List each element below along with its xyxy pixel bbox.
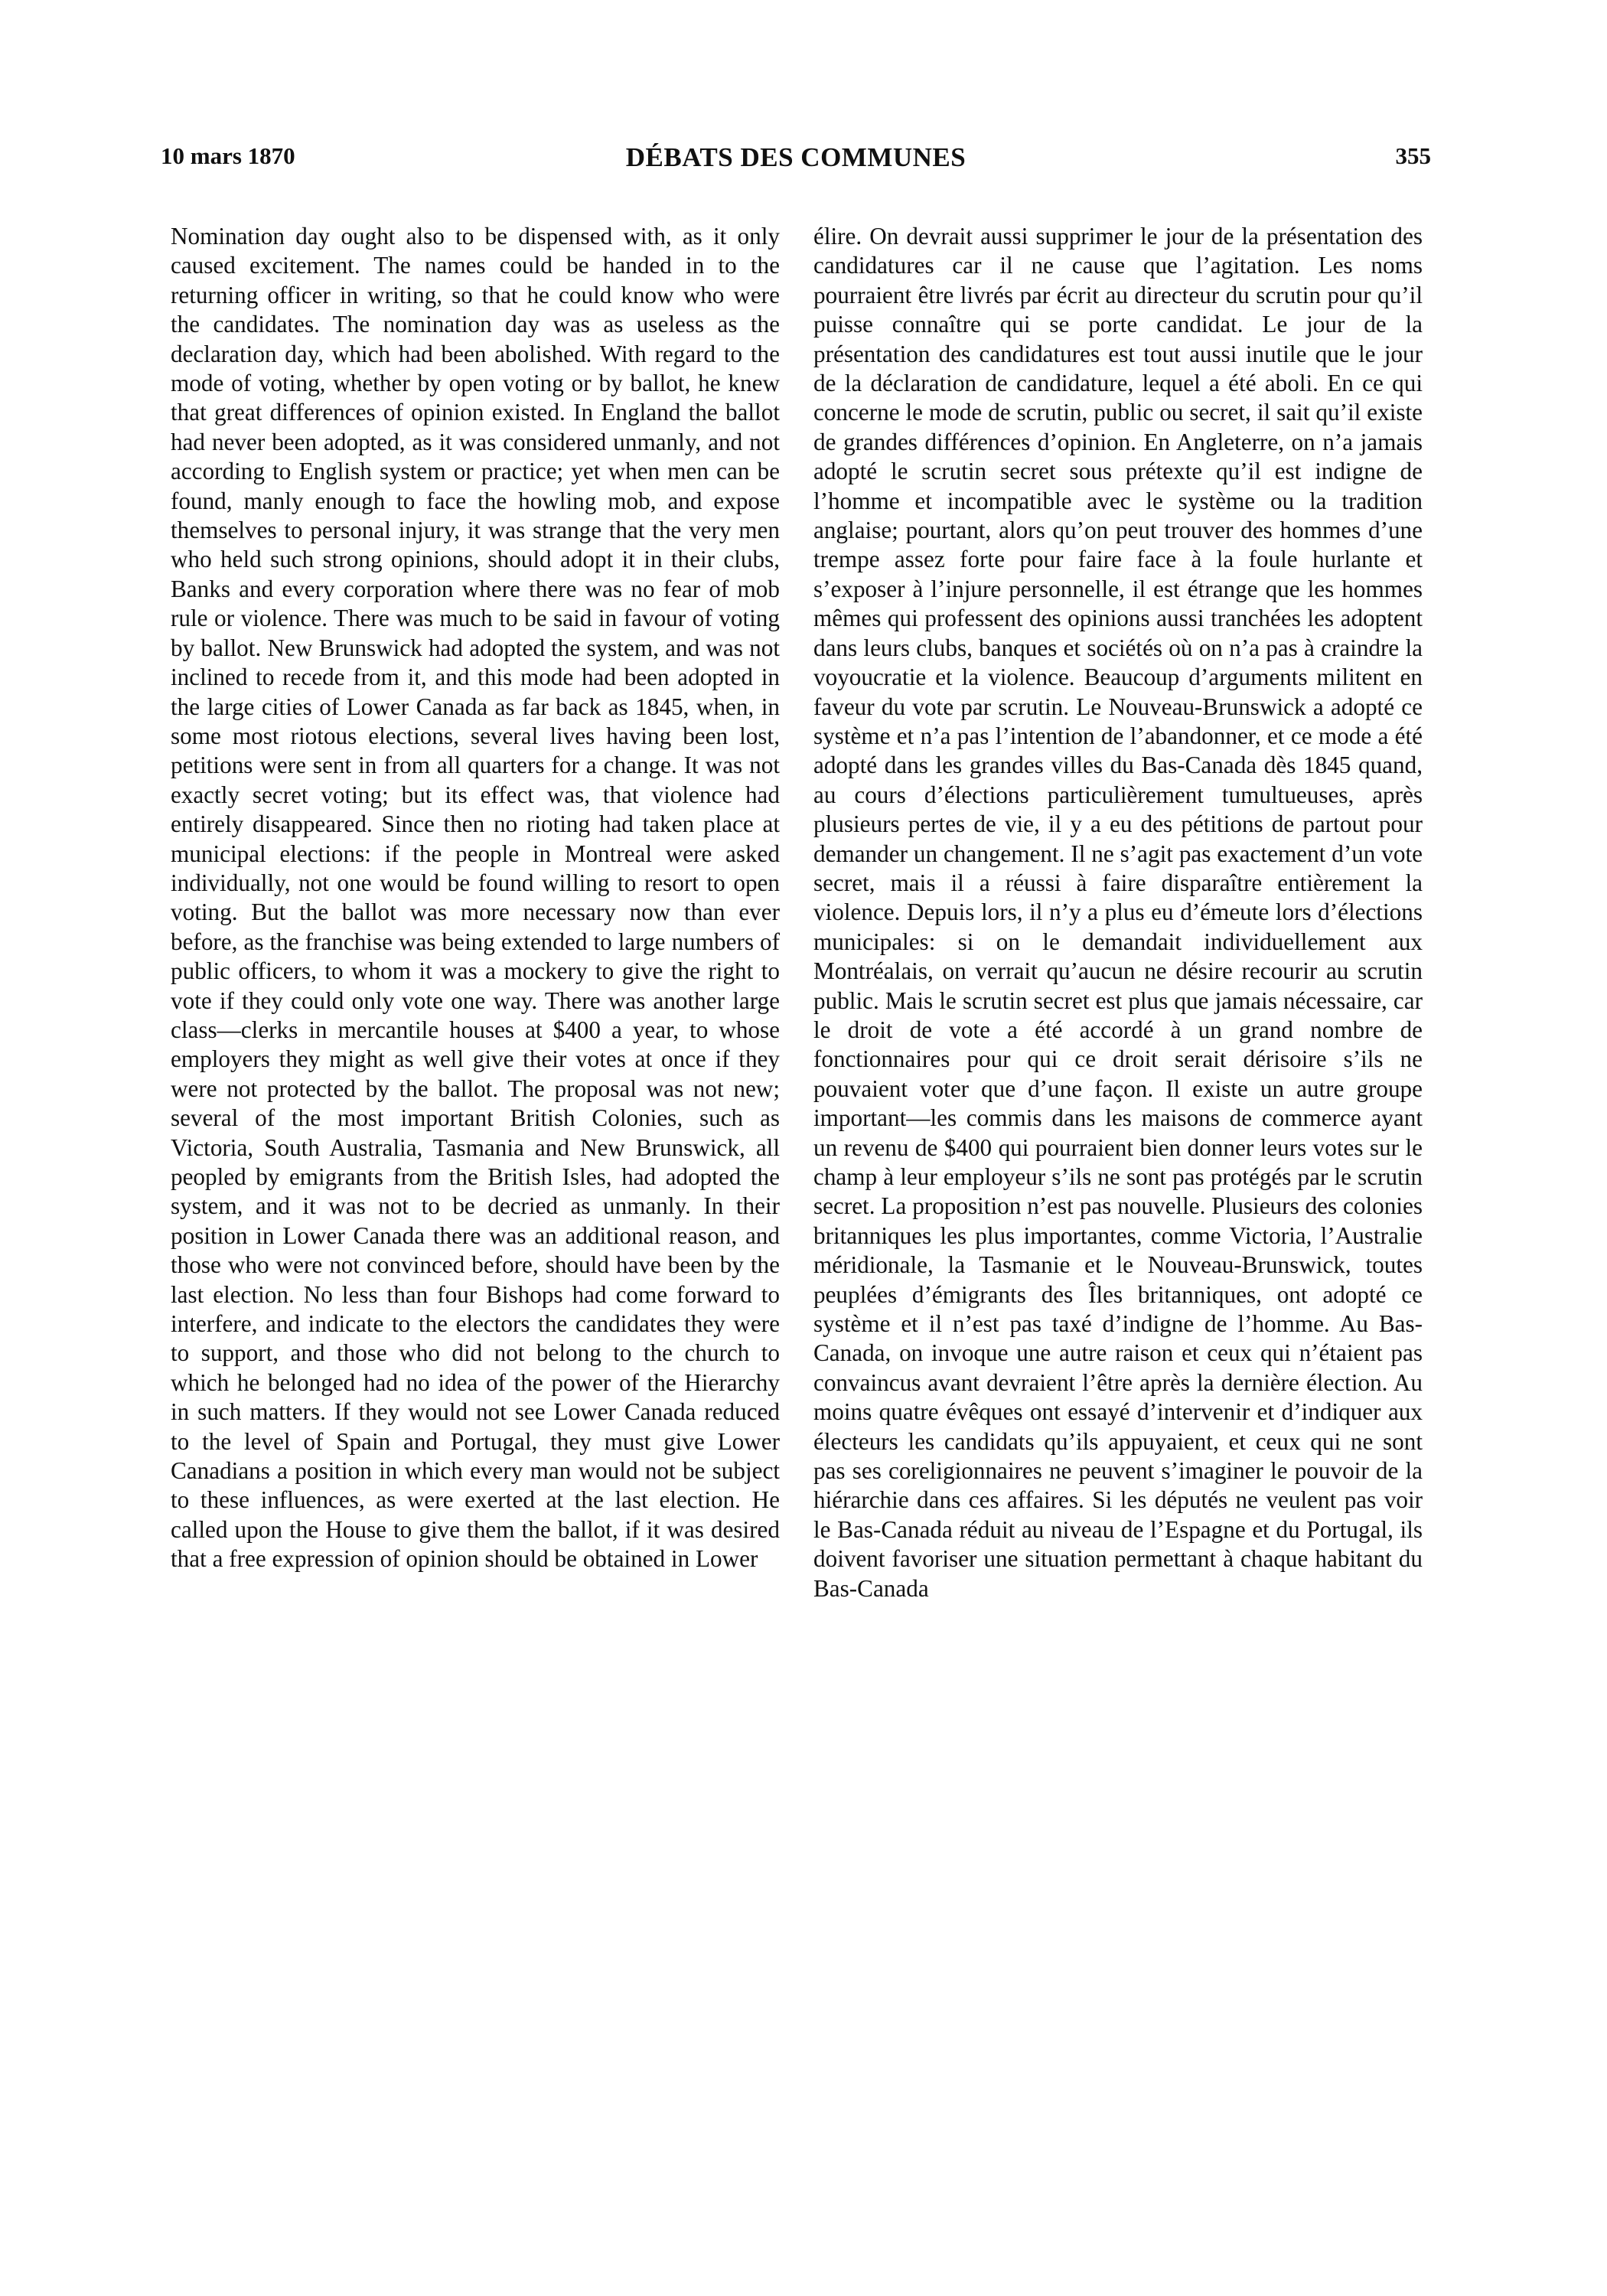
header-date: 10 mars 1870 [161,142,295,169]
english-text: Nomination day ought also to be dispensed with, as it only caused excitement. The names could be handed in to the returning officer in writing, so that he could know who were the candidates. The nomination day was as useless as the declaration day, which had been abolished. With regard to the mode of voting, whether by open voting or by ballot, he knew that great differences of opinion existed. In England the ballot had never been adopted, as it was considered unmanly, and not according to English system or practice; yet when men can be found, manly enough to face the howling mob, and expose themselves to personal injury, it was strange that the very men who held such strong opinions, should adopt it in their clubs, Banks and every corporation where there was no fear of mob rule or violence. There was much to be said in favour of voting by ballot. New Brunswick had adopted the system, and was not inclined to recede from it, and this mode had been adopted in the large cities of Lower Canada as far back as 1845, when, in some most riotous elections, several lives having been lost, petitions were sent in from all quarters for a change. It was not exactly secret voting; but its effect was, that violence had entirely disappeared. Since then no rioting had taken place at municipal elections: if the people in Montreal were asked individually, not one would be found willing to resort to open voting. But the ballot was more necessary now than ever before, as the franchise was being extended to large numbers of public officers, to whom it was a mockery to give the right to vote if they could only vote one way. There was another large class—clerks in mercantile houses at $400 a year, to whose employers they might as well give their votes at once if they were not protected by the ballot. The proposal was not new; several of the most important British Colonies, such as Victoria, South Australia, Tasmania and New Brunswick, all peopled by emigrants from the British Isles, had adopted the system, and it was not to be decried as unmanly. In their position in Lower Canada there was an additional reason, and those who were not convinced before, should have been by the last election. No less than four Bishops had come forward to interfere, and indicate to the electors the candidates they were to support, and those who did not belong to the church to which he belonged had no idea of the power of the Hierarchy in such matters. If they would not see Lower Canada reduced to the level of Spain and Portugal, they must give Lower Canadians a position in which every man would not be subject to these influences, as were exerted at the last election. He called upon the House to give them the ballot, if it was desired that a free expression of opinion should be obtained in Lower [171,223,780,1573]
header-title: DÉBATS DES COMMUNES [625,142,966,172]
page-header [161,142,1431,188]
english-column [171,222,780,1574]
french-column [813,222,1423,1603]
french-text: élire. On devrait aussi supprimer le jour de la présentation des candidatures car il ne cause que l’agitation. Les noms pourraient être livrés par écrit au directeur du scrutin pour qu’il puisse connaître qui se porte candidat. Le jour de la présentation des candidatures est tout aussi inutile que le jour de la déclaration de candidature, lequel a été aboli. En ce qui concerne le mode de scrutin, public ou secret, il sait qu’il existe de grandes différences d’opinion. En Angleterre, on n’a jamais adopté le scrutin secret sous prétexte qu’il est indigne de l’homme et incompatible avec le système ou la tradition anglaise; pourtant, alors qu’on peut trouver des hommes d’une trempe assez forte pour faire face à la foule hurlante et s’exposer à l’injure personnelle, il est étrange que les hommes mêmes qui professent des opinions aussi tranchées les adoptent dans leurs clubs, banques et sociétés où on n’a pas à craindre la voyoucratie et la violence. Beaucoup d’arguments militent en faveur du vote par scrutin. Le Nouveau-Brunswick a adopté ce système et n’a pas l’intention de l’abandonner, et ce mode a été adopté dans les grandes villes du Bas-Canada dès 1845 quand, au cours d’élections particulièrement tumultueuses, après plusieurs pertes de vie, il y a eu des pétitions de partout pour demander un changement. Il ne s’agit pas exactement d’un vote secret, mais il a réussi à faire disparaître entièrement la violence. Depuis lors, il n’y a plus eu d’émeute lors d’élections municipales: si on le demandait individuellement aux Montréalais, on verrait qu’aucun ne désire recourir au scrutin public. Mais le scrutin secret est plus que jamais nécessaire, car le droit de vote a été accordé à un grand nombre de fonctionnaires pour qui ce droit serait dérisoire s’ils ne pouvaient voter que d’une façon. Il existe un autre groupe important—les commis dans les maisons de commerce ayant un revenu de $400 qui pourraient bien donner leurs votes sur le champ à leur employeur s’ils ne sont pas protégés par le scrutin secret. La proposition n’est pas nouvelle. Plusieurs des colonies britanniques les plus importantes, comme Victoria, l’Australie méridionale, la Tasmanie et le Nouveau-Brunswick, toutes peuplées d’émigrants des Îles britanniques, ont adopté ce système et il n’est pas taxé d’indigne de l’homme. Au Bas-Canada, on invoque une autre raison et ceux qui n’étaient pas convaincus avant devraient l’être après la dernière élection. Au moins quatre évêques ont essayé d’intervenir et d’indiquer aux électeurs les candidats qu’ils appuyaient, et ceux qui ne sont pas ses coreligionnaires ne peuvent s’imaginer le pouvoir de la hiérarchie dans ces affaires. Si les députés ne veulent pas voir le Bas-Canada réduit au niveau de l’Espagne et du Portugal, ils doivent favoriser une situation permettant à chaque habitant du Bas-Canada [813,223,1423,1602]
page-number: 355 [1395,142,1431,169]
